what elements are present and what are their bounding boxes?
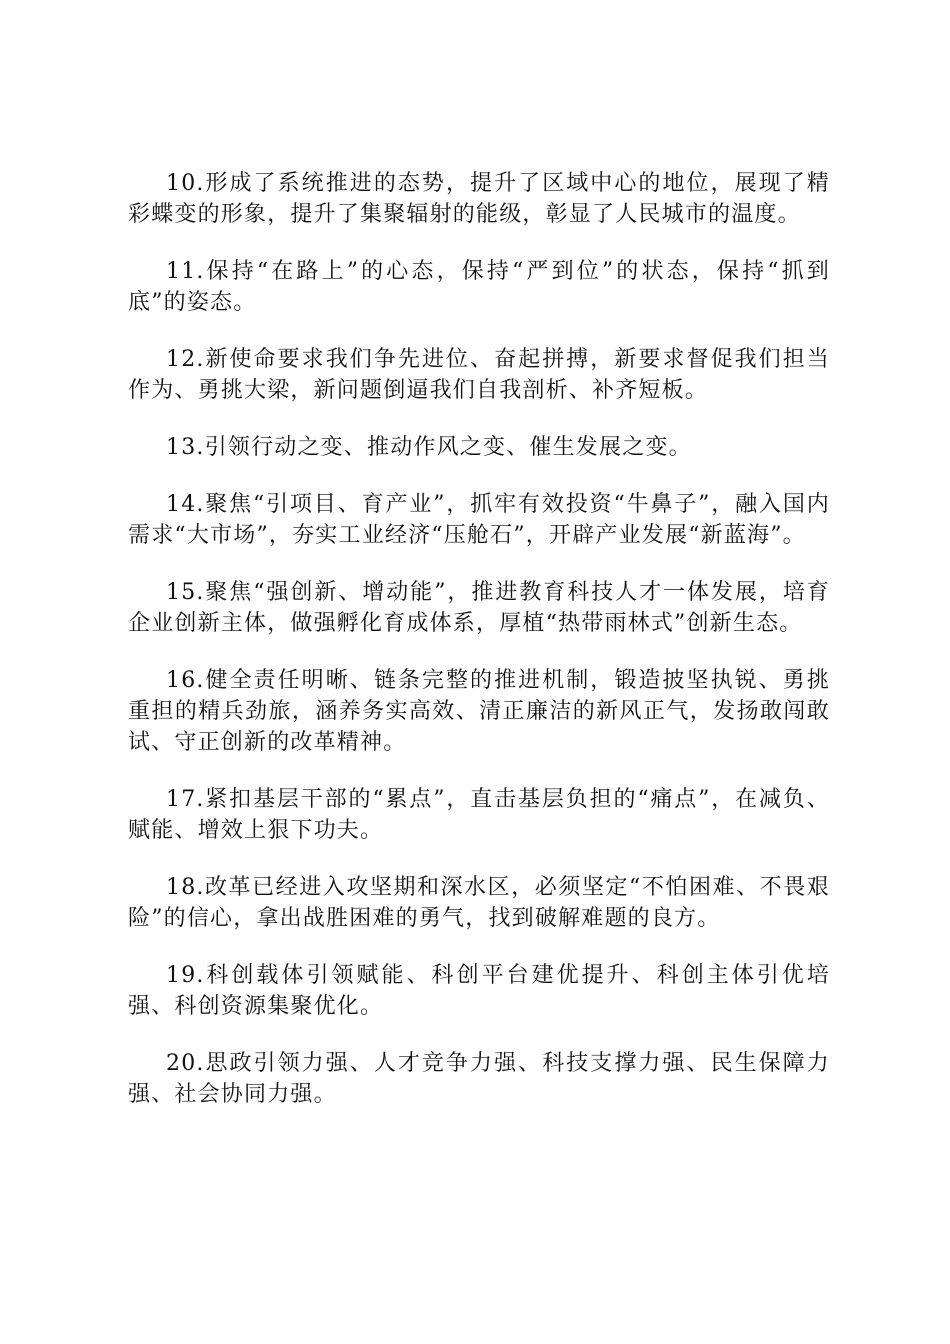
paragraph-19: 19.科创载体引领赋能、科创平台建优提升、科创主体引优培强、科创资源集聚优化。 — [128, 963, 830, 1019]
paragraph-17: 17.紧扣基层干部的“累点”，直击基层负担的“痛点”，在减负、赋能、增效上狠下功夫。 — [128, 787, 830, 843]
paragraph-20: 20.思政引领力强、人才竞争力强、科技支撑力强、民生保障力强、社会协同力强。 — [128, 1051, 830, 1107]
paragraph-11: 11.保持“在路上”的心态，保持“严到位”的状态，保持“抓到底”的姿态。 — [128, 259, 830, 315]
paragraph-13: 13.引领行动之变、推动作风之变、催生发展之变。 — [166, 435, 692, 460]
paragraph-15: 15.聚焦“强创新、增动能”，推进教育科技人才一体发展，培育企业创新主体，做强孵化育成体系，厚植“热带雨林式”创新生态。 — [128, 580, 830, 636]
paragraph-12: 12.新使命要求我们争先进位、奋起拼搏，新要求督促我们担当作为、勇挑大梁，新问题倒逼我们自我剖析、补齐短板。 — [128, 347, 830, 403]
paragraph-10: 10.形成了系统推进的态势，提升了区域中心的地位，展现了精彩蝶变的形象，提升了集聚辐射的能级，彰显了人民城市的温度。 — [128, 171, 830, 227]
paragraph-18: 18.改革已经进入攻坚期和深水区，必须坚定“不怕困难、不畏艰险”的信心，拿出战胜困难的勇气，找到破解难题的良方。 — [128, 875, 830, 931]
document-body — [128, 168, 830, 1136]
paragraph-16: 16.健全责任明晰、链条完整的推进机制，锻造披坚执锐、勇挑重担的精兵劲旅，涵养务实高效、清正廉洁的新风正气，发扬敢闯敢试、守正创新的改革精神。 — [128, 668, 830, 755]
paragraph-14: 14.聚焦“引项目、育产业”，抓牢有效投资“牛鼻子”，融入国内需求“大市场”，夯实工业经济“压舱石”，开辟产业发展“新蓝海”。 — [128, 492, 830, 548]
